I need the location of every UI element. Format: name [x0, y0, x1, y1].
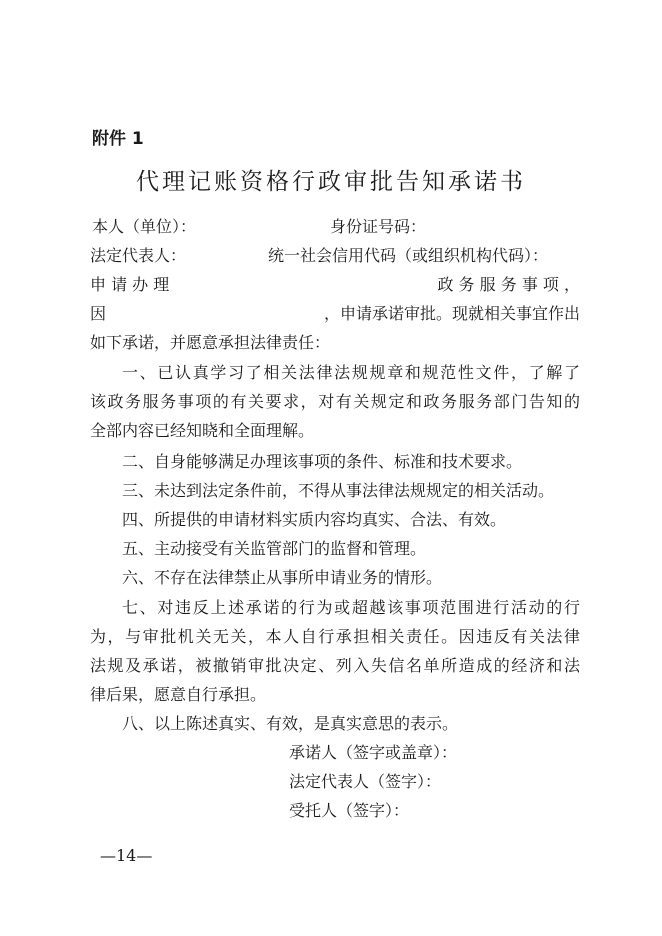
id-number-label: 身份证号码： — [330, 217, 427, 236]
item-7-line-1: 七、对违反上述承诺的行为或超越该事项范围进行活动的行 — [122, 598, 580, 617]
attachment-label: 附件 1 — [92, 129, 144, 149]
item-1-line-3: 全部内容已经知晓和全面理解。 — [90, 421, 315, 440]
intro-end: 如下承诺，并愿意承担法律责任： — [90, 333, 331, 352]
item-5: 五、主动接受有关监管部门的监督和管理。 — [122, 539, 427, 558]
item-3: 三、未达到法定条件前，不得从事法律法规规定的相关活动。 — [122, 481, 555, 500]
cause-rest: ，申请承诺审批。现就相关事宜作出 — [323, 304, 580, 323]
item-1-line-1: 一、已认真学习了相关法律法规规章和规范性文件，了解了 — [122, 363, 580, 382]
item-7-line-3: 法规及承诺，被撤销审批决定、列入失信名单所造成的经济和法 — [90, 656, 580, 675]
service-item-label: 政 务 服 务 事 项 ， — [437, 275, 580, 294]
trustee-signature-label: 受托人（签字）： — [289, 801, 410, 820]
credit-code-label: 统一社会信用代码（或组织机构代码）： — [268, 246, 549, 265]
item-6: 六、不存在法律禁止从事所申请业务的情形。 — [122, 568, 443, 587]
item-8: 八、以上陈述真实、有效，是真实意思的表示。 — [122, 714, 459, 733]
item-2: 二、自身能够满足办理该事项的条件、标准和技术要求。 — [122, 452, 523, 471]
page-number: —14— — [100, 846, 153, 865]
promisor-signature-label: 承诺人（签字或盖章）： — [289, 743, 458, 762]
document-title: 代理记账资格行政审批告知承诺书 — [136, 169, 526, 195]
cause-label: 因 — [90, 304, 107, 323]
item-1-line-2: 该政务服务事项的有关要求，对有关规定和政务服务部门告知的 — [90, 392, 580, 411]
applicant-label: 本人（单位）： — [92, 217, 197, 236]
item-7-line-2: 为，与审批机关无关，本人自行承担相关责任。因违反有关法律 — [90, 627, 580, 646]
item-7-line-4: 律后果，愿意自行承担。 — [90, 685, 267, 704]
apply-label: 申 请 办 理 — [90, 275, 170, 294]
legal-rep-signature-label: 法定代表人（签字）： — [289, 772, 442, 791]
item-4: 四、所提供的申请材料实质内容均真实、合法、有效。 — [122, 510, 507, 529]
legal-rep-label: 法定代表人： — [90, 246, 187, 265]
